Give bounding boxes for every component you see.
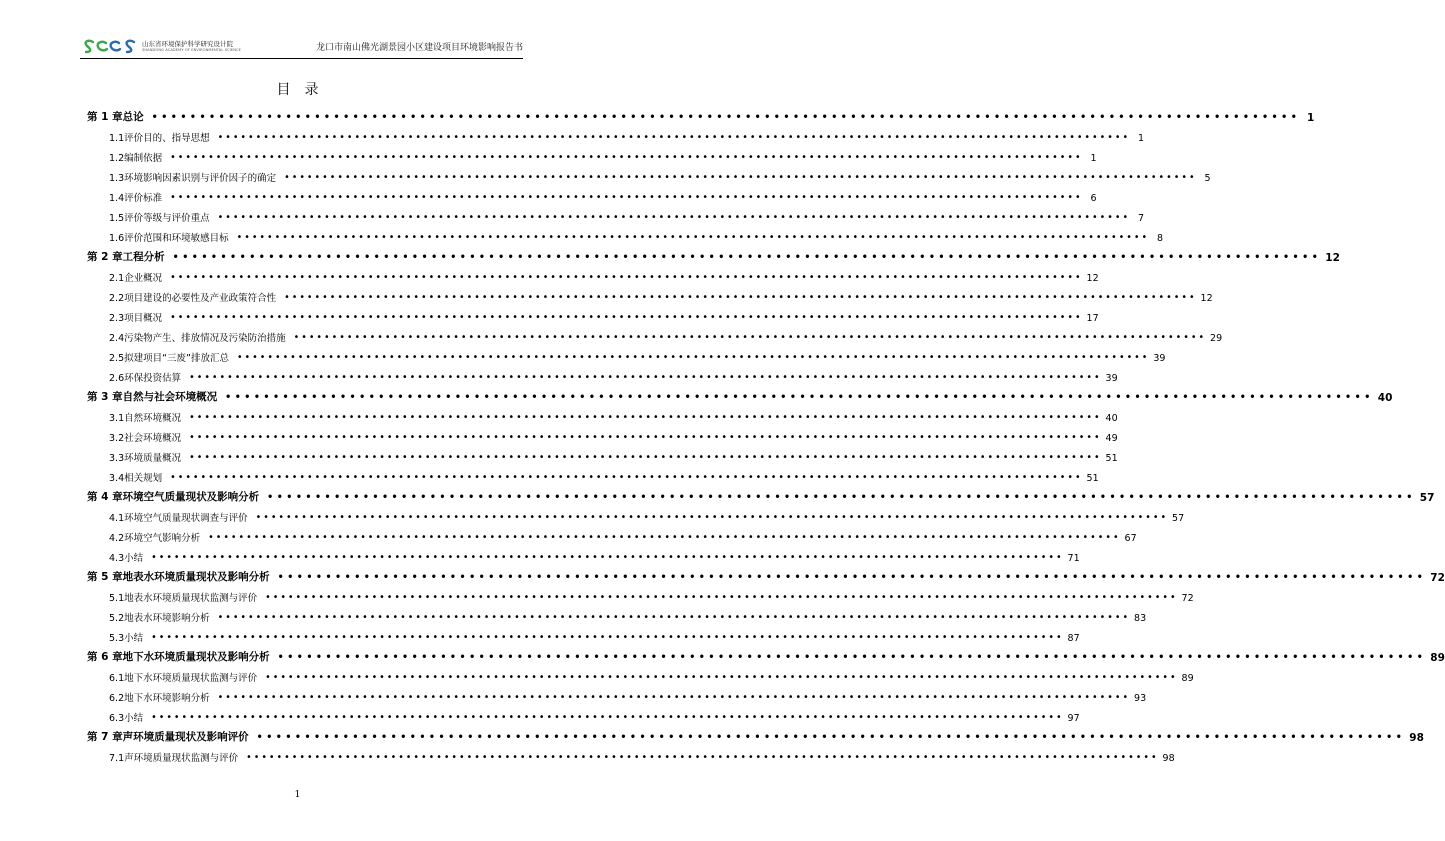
toc-entry-page: 49	[1105, 433, 1118, 444]
toc-entry-number: 3.3	[109, 453, 125, 464]
toc-entry-page: 51	[1086, 473, 1099, 484]
toc-leader-dots: ••••••••••••••••••••••••••••••••••••••••••••••••••••••••••••••••••••••••••••••••••••••••••••••••••••••••••••••••••••••••	[277, 572, 1427, 583]
toc-leader-dots: ••••••••••••••••••••••••••••••••••••••••••••••••••••••••••••••••••••••••••••••••••••••••••••••••••••••••••••••••••••••••	[255, 512, 1169, 523]
toc-entry-number: 1.1	[109, 133, 125, 144]
toc-section-entry[interactable]	[87, 524, 1137, 544]
toc-entry-label: 评价标准	[124, 193, 163, 204]
toc-entry-label: 拟建项目“三废”排放汇总	[124, 353, 229, 364]
toc-leader-dots: ••••••••••••••••••••••••••••••••••••••••••••••••••••••••••••••••••••••••••••••••••••••••••••••••••••••••••••••••••••••••	[189, 372, 1102, 383]
toc-entry-number: 7.1	[109, 753, 125, 764]
toc-entry-page: 89	[1181, 673, 1194, 684]
toc-entry-page: 39	[1105, 373, 1118, 384]
toc-section-entry[interactable]	[87, 664, 1194, 684]
toc-entry-page: 98	[1162, 753, 1175, 764]
toc-leader-dots: ••••••••••••••••••••••••••••••••••••••••••••••••••••••••••••••••••••••••••••••••••••••••••••••••••••••••••••••••••••••••	[267, 492, 1416, 503]
toc-section-entry[interactable]	[87, 404, 1118, 424]
toc-entry-number: 3.1	[109, 413, 125, 424]
toc-section-entry[interactable]	[87, 144, 1097, 164]
toc-leader-dots: ••••••••••••••••••••••••••••••••••••••••••••••••••••••••••••••••••••••••••••••••••••••••••••••••••••••••••••••••••••••••	[208, 532, 1121, 543]
toc-entry-number: 4.1	[109, 513, 125, 524]
toc-entry-label: 小结	[124, 633, 144, 644]
toc-entry-label: 声环境质量现状及影响评价	[122, 731, 249, 743]
toc-leader-dots: ••••••••••••••••••••••••••••••••••••••••••••••••••••••••••••••••••••••••••••••••••••••••••••••••••••••••••••••••••••••••	[284, 172, 1197, 183]
table-of-contents	[87, 104, 1445, 764]
toc-entry-page: 40	[1105, 413, 1118, 424]
toc-entry-label: 小结	[124, 713, 144, 724]
toc-entry-page: 5	[1204, 173, 1211, 184]
toc-entry-page: 72	[1430, 572, 1445, 584]
toc-entry-number: 第 1 章	[87, 111, 123, 123]
toc-leader-dots: ••••••••••••••••••••••••••••••••••••••••••••••••••••••••••••••••••••••••••••••••••••••••••••••••••••••••••••••••••••••••	[189, 452, 1102, 463]
toc-section-entry[interactable]	[87, 264, 1099, 284]
toc-section-entry[interactable]	[87, 704, 1080, 724]
toc-section-entry[interactable]	[87, 584, 1194, 604]
toc-section-entry[interactable]	[87, 464, 1099, 484]
toc-entry-page: 12	[1325, 252, 1340, 264]
toc-entry-label: 自然与社会环境概况	[122, 391, 218, 403]
toc-entry-number: 6.2	[109, 693, 125, 704]
toc-section-entry[interactable]	[87, 204, 1145, 224]
toc-leader-dots: ••••••••••••••••••••••••••••••••••••••••••••••••••••••••••••••••••••••••••••••••••••••••••••••••••••••••••••••••••••••••	[265, 592, 1178, 603]
toc-section-entry[interactable]	[87, 224, 1164, 244]
toc-entry-label: 工程分析	[122, 251, 165, 263]
toc-leader-dots: ••••••••••••••••••••••••••••••••••••••••••••••••••••••••••••••••••••••••••••••••••••••••••••••••••••••••••••••••••••••••	[265, 672, 1178, 683]
logo-org-name: 山东省环境保护科学研究设计院	[142, 39, 233, 48]
toc-section-entry[interactable]	[87, 304, 1099, 324]
toc-entry-page: 8	[1157, 233, 1164, 244]
toc-entry-page: 1	[1090, 153, 1097, 164]
toc-entry-page: 39	[1153, 353, 1166, 364]
toc-chapter-entry[interactable]	[87, 644, 1445, 664]
toc-entry-label: 项目建设的必要性及产业政策符合性	[124, 293, 277, 304]
toc-leader-dots: ••••••••••••••••••••••••••••••••••••••••••••••••••••••••••••••••••••••••••••••••••••••••••••••••••••••••••••••••••••••••	[236, 352, 1150, 363]
toc-entry-label: 地下水环境质量现状及影响分析	[122, 651, 270, 663]
toc-entry-label: 环境空气影响分析	[124, 533, 201, 544]
toc-entry-page: 7	[1138, 213, 1145, 224]
toc-entry-number: 第 2 章	[87, 251, 123, 263]
toc-leader-dots: ••••••••••••••••••••••••••••••••••••••••••••••••••••••••••••••••••••••••••••••••••••••••••••••••••••••••••••••••••••••••	[170, 312, 1083, 323]
toc-leader-dots: ••••••••••••••••••••••••••••••••••••••••••••••••••••••••••••••••••••••••••••••••••••••••••••••••••••••••••••••••••••••••	[151, 112, 1301, 123]
logo	[82, 36, 241, 56]
toc-leader-dots: ••••••••••••••••••••••••••••••••••••••••••••••••••••••••••••••••••••••••••••••••••••••••••••••••••••••••••••••••••••••••	[151, 712, 1064, 723]
toc-leader-dots: ••••••••••••••••••••••••••••••••••••••••••••••••••••••••••••••••••••••••••••••••••••••••••••••••••••••••••••••••••••••••	[293, 332, 1207, 343]
toc-entry-number: 2.1	[109, 273, 125, 284]
page-header	[80, 36, 523, 59]
toc-leader-dots: ••••••••••••••••••••••••••••••••••••••••••••••••••••••••••••••••••••••••••••••••••••••••••••••••••••••••••••••••••••••••	[172, 252, 1322, 263]
toc-entry-page: 67	[1124, 533, 1137, 544]
toc-leader-dots: ••••••••••••••••••••••••••••••••••••••••••••••••••••••••••••••••••••••••••••••••••••••••••••••••••••••••••••••••••••••••	[151, 632, 1064, 643]
toc-entry-label: 地表水环境质量现状监测与评价	[124, 593, 258, 604]
toc-chapter-entry[interactable]	[87, 724, 1424, 744]
toc-section-entry[interactable]	[87, 344, 1166, 364]
toc-leader-dots: ••••••••••••••••••••••••••••••••••••••••••••••••••••••••••••••••••••••••••••••••••••••••••••••••••••••••••••••••••••••••	[170, 192, 1083, 203]
toc-entry-page: 29	[1210, 333, 1223, 344]
toc-entry-number: 2.2	[109, 293, 125, 304]
toc-entry-label: 声环境质量现状监测与评价	[124, 753, 239, 764]
toc-entry-number: 第 4 章	[87, 491, 123, 503]
toc-title: 目录	[276, 82, 333, 98]
toc-entry-number: 1.6	[109, 233, 125, 244]
toc-entry-label: 项目概况	[124, 313, 163, 324]
toc-entry-page: 71	[1067, 553, 1080, 564]
toc-chapter-entry[interactable]	[87, 104, 1315, 124]
toc-section-entry[interactable]	[87, 364, 1118, 384]
toc-entry-page: 57	[1419, 492, 1435, 504]
toc-entry-number: 2.4	[109, 333, 125, 344]
toc-entry-number: 6.3	[109, 713, 125, 724]
toc-entry-number: 第 5 章	[87, 571, 123, 583]
toc-section-entry[interactable]	[87, 324, 1223, 344]
toc-entry-label: 环境空气质量现状及影响分析	[122, 491, 260, 503]
toc-leader-dots: ••••••••••••••••••••••••••••••••••••••••••••••••••••••••••••••••••••••••••••••••••••••••••••••••••••••••••••••••••••••••	[189, 412, 1102, 423]
toc-entry-page: 6	[1090, 193, 1097, 204]
toc-entry-label: 相关规划	[124, 473, 163, 484]
toc-leader-dots: ••••••••••••••••••••••••••••••••••••••••••••••••••••••••••••••••••••••••••••••••••••••••••••••••••••••••••••••••••••••••	[170, 272, 1083, 283]
toc-section-entry[interactable]	[87, 424, 1118, 444]
logo-mark-icon	[82, 38, 138, 54]
toc-entry-number: 4.3	[109, 553, 125, 564]
toc-entry-number: 5.1	[109, 593, 125, 604]
toc-entry-label: 评价等级与评价重点	[124, 213, 210, 224]
toc-entry-page: 17	[1086, 313, 1099, 324]
toc-entry-label: 环保投资估算	[124, 373, 182, 384]
toc-entry-page: 89	[1430, 652, 1445, 664]
toc-entry-page: 51	[1105, 453, 1118, 464]
toc-entry-label: 环境空气质量现状调查与评价	[124, 513, 248, 524]
toc-entry-label: 环境质量概况	[124, 453, 182, 464]
toc-entry-number: 5.3	[109, 633, 125, 644]
toc-section-entry[interactable]	[87, 164, 1211, 184]
toc-entry-number: 6.1	[109, 673, 125, 684]
toc-section-entry[interactable]	[87, 544, 1080, 564]
toc-section-entry[interactable]	[87, 284, 1213, 304]
toc-leader-dots: ••••••••••••••••••••••••••••••••••••••••••••••••••••••••••••••••••••••••••••••••••••••••••••••••••••••••••••••••••••••••	[170, 472, 1083, 483]
toc-entry-number: 3.2	[109, 433, 125, 444]
toc-leader-dots: ••••••••••••••••••••••••••••••••••••••••••••••••••••••••••••••••••••••••••••••••••••••••••••••••••••••••••••••••••••••••	[277, 652, 1427, 663]
toc-entry-number: 2.6	[109, 373, 125, 384]
toc-entry-number: 第 7 章	[87, 731, 123, 743]
toc-entry-number: 2.5	[109, 353, 125, 364]
toc-chapter-entry[interactable]	[87, 244, 1340, 264]
toc-entry-number: 第 3 章	[87, 391, 123, 403]
toc-section-entry[interactable]	[87, 504, 1185, 524]
toc-leader-dots: ••••••••••••••••••••••••••••••••••••••••••••••••••••••••••••••••••••••••••••••••••••••••••••••••••••••••••••••••••••••••	[217, 212, 1131, 223]
toc-leader-dots: ••••••••••••••••••••••••••••••••••••••••••••••••••••••••••••••••••••••••••••••••••••••••••••••••••••••••••••••••••••••••	[225, 392, 1374, 403]
toc-entry-page: 97	[1067, 713, 1080, 724]
toc-entry-page: 12	[1086, 273, 1099, 284]
toc-leader-dots: ••••••••••••••••••••••••••••••••••••••••••••••••••••••••••••••••••••••••••••••••••••••••••••••••••••••••••••••••••••••••	[236, 232, 1150, 243]
toc-entry-label: 环境影响因素识别与评价因子的确定	[124, 173, 277, 184]
toc-entry-label: 小结	[124, 553, 144, 564]
toc-entry-label: 自然环境概况	[124, 413, 182, 424]
toc-section-entry[interactable]	[87, 604, 1147, 624]
toc-section-entry[interactable]	[87, 744, 1175, 764]
toc-entry-label: 评价范围和环境敏感目标	[124, 233, 229, 244]
toc-leader-dots: ••••••••••••••••••••••••••••••••••••••••••••••••••••••••••••••••••••••••••••••••••••••••••••••••••••••••••••••••••••••••	[284, 292, 1197, 303]
toc-leader-dots: ••••••••••••••••••••••••••••••••••••••••••••••••••••••••••••••••••••••••••••••••••••••••••••••••••••••••••••••••••••••••	[217, 612, 1131, 623]
toc-entry-label: 污染物产生、排放情况及污染防治措施	[124, 333, 286, 344]
toc-leader-dots: ••••••••••••••••••••••••••••••••••••••••••••••••••••••••••••••••••••••••••••••••••••••••••••••••••••••••••••••••••••••••	[246, 752, 1159, 763]
page-number: 1	[294, 790, 301, 800]
toc-entry-number: 1.4	[109, 193, 125, 204]
toc-leader-dots: ••••••••••••••••••••••••••••••••••••••••••••••••••••••••••••••••••••••••••••••••••••••••••••••••••••••••••••••••••••••••	[256, 732, 1406, 743]
toc-entry-number: 2.3	[109, 313, 125, 324]
toc-entry-number: 1.2	[109, 153, 125, 164]
document-title: 龙口市南山佛光湖景园小区建设项目环境影响报告书	[315, 43, 523, 53]
toc-entry-page: 93	[1134, 693, 1147, 704]
logo-org-name-en: SHANDONG ACADEMY OF ENVIRONMENTAL SCIENCE	[142, 47, 241, 52]
toc-leader-dots: ••••••••••••••••••••••••••••••••••••••••••••••••••••••••••••••••••••••••••••••••••••••••••••••••••••••••••••••••••••••••	[217, 692, 1131, 703]
toc-entry-label: 社会环境概况	[124, 433, 182, 444]
toc-entry-number: 1.3	[109, 173, 125, 184]
toc-chapter-entry[interactable]	[87, 484, 1435, 504]
toc-entry-page: 72	[1181, 593, 1194, 604]
toc-entry-page: 83	[1134, 613, 1147, 624]
toc-entry-number: 3.4	[109, 473, 125, 484]
toc-chapter-entry[interactable]	[87, 564, 1445, 584]
toc-leader-dots: ••••••••••••••••••••••••••••••••••••••••••••••••••••••••••••••••••••••••••••••••••••••••••••••••••••••••••••••••••••••••	[151, 552, 1064, 563]
toc-entry-label: 地下水环境质量现状监测与评价	[124, 673, 258, 684]
toc-entry-label: 地下水环境影响分析	[124, 693, 210, 704]
toc-entry-label: 编制依据	[124, 153, 163, 164]
toc-leader-dots: ••••••••••••••••••••••••••••••••••••••••••••••••••••••••••••••••••••••••••••••••••••••••••••••••••••••••••••••••••••••••	[189, 432, 1102, 443]
toc-leader-dots: ••••••••••••••••••••••••••••••••••••••••••••••••••••••••••••••••••••••••••••••••••••••••••••••••••••••••••••••••••••••••	[170, 152, 1083, 163]
toc-entry-label: 企业概况	[124, 273, 163, 284]
toc-entry-label: 总论	[122, 111, 144, 123]
toc-section-entry[interactable]	[87, 124, 1145, 144]
toc-entry-page: 1	[1138, 133, 1145, 144]
toc-entry-label: 评价目的、指导思想	[124, 133, 210, 144]
toc-entry-page: 87	[1067, 633, 1080, 644]
toc-section-entry[interactable]	[87, 444, 1118, 464]
toc-leader-dots: ••••••••••••••••••••••••••••••••••••••••••••••••••••••••••••••••••••••••••••••••••••••••••••••••••••••••••••••••••••••••	[217, 132, 1131, 143]
toc-entry-number: 5.2	[109, 613, 125, 624]
toc-chapter-entry[interactable]	[87, 384, 1393, 404]
toc-entry-page: 1	[1306, 112, 1315, 124]
toc-entry-label: 地表水环境质量现状及影响分析	[122, 571, 270, 583]
toc-entry-number: 4.2	[109, 533, 125, 544]
toc-section-entry[interactable]	[87, 624, 1080, 644]
toc-entry-page: 40	[1377, 392, 1393, 404]
toc-entry-page: 12	[1200, 293, 1213, 304]
toc-entry-number: 第 6 章	[87, 651, 123, 663]
toc-entry-page: 98	[1409, 732, 1424, 744]
toc-entry-label: 地表水环境影响分析	[124, 613, 210, 624]
toc-entry-number: 1.5	[109, 213, 125, 224]
toc-section-entry[interactable]	[87, 684, 1147, 704]
toc-entry-page: 57	[1172, 513, 1185, 524]
toc-section-entry[interactable]	[87, 184, 1097, 204]
